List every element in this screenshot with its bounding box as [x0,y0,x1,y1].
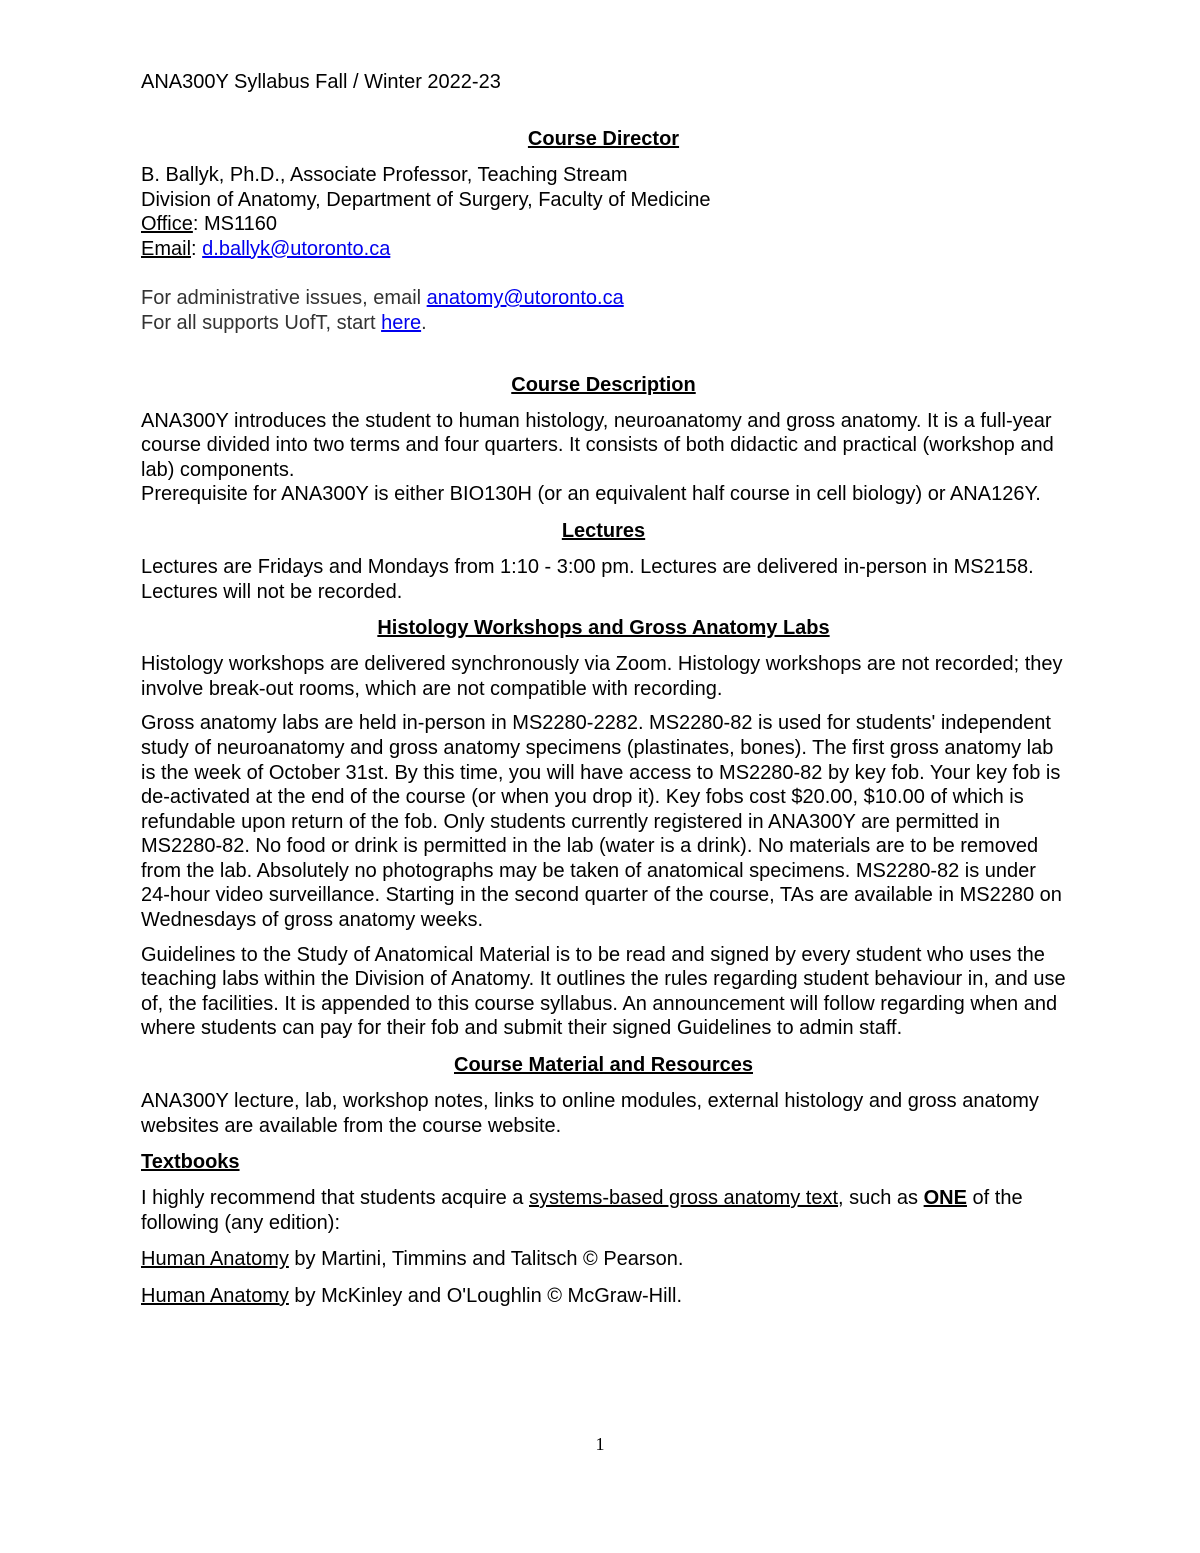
director-info [141,163,1066,261]
admin-info [141,286,1066,335]
textbooks-intro [141,1186,1066,1235]
email-label: Email [141,237,192,260]
page-header: ANA300Y Syllabus Fall / Winter 2022-23 [141,71,501,93]
support-text: For all supports UofT, start [141,311,382,334]
workshops-paragraph-1: Histology workshops are delivered synchronously via Zoom. Histology workshops are not recorded; they involve break-out rooms, which are not compatible with recording. [141,653,1063,700]
office-label: Office [141,213,193,236]
page-number: 1 [595,1434,605,1454]
director-email-link[interactable]: d.ballyk@utoronto.ca [202,237,391,260]
textbooks-intro-b: , such as [838,1187,924,1210]
textbook-1 [141,1247,1066,1272]
course-description-heading: Course Description [511,373,696,396]
textbook-1-rest: by Martini, Timmins and Talitsch © Pearson. [288,1248,684,1271]
textbooks-intro-a: I highly recommend that students acquire a [141,1187,529,1210]
one-emphasis: ONE [923,1187,967,1210]
director-division: Division of Anatomy, Department of Surgery, Faculty of Medicine [141,188,711,211]
textbook-2-rest: by McKinley and O'Loughlin © McGraw-Hill. [288,1285,682,1307]
admin-line [141,286,1066,311]
director-email [141,237,1066,262]
description-paragraph-1: ANA300Y introduces the student to human histology, neuroanatomy and gross anatomy. It is a full-year course divided into two terms and four quarters. It consists of both didactic and practical (workshop and lab) components. [141,409,1054,481]
systems-text-link: systems-based gross anatomy text [529,1187,839,1210]
textbooks-heading: Textbooks [141,1151,240,1174]
support-here-link[interactable]: here [381,311,422,334]
workshops-paragraph-2: Gross anatomy labs are held in-person in MS2280-2282. MS2280-82 is used for students' independent study of neuroanatomy and gross anatomy specimens (plastinates, bones). The first gross anatomy lab is the week of October 31st. By this time, you will have access to MS2280-82 by key fob. Your key fob is de-activated at the end of the course (or when you drop it). Key fobs cost $20.00, $10.00 of which is refundable upon return of the fob. Only students currently registered in ANA300Y are permitted in MS2280-82. No food or drink is permitted in the lab (water is a drink). No materials are to be removed from the lab. Absolutely no photographs may be taken of anatomical specimens. MS2280-82 is under 24-hour video surveillance. Starting in the second quarter of the course, TAs are available in MS2280 on Wednesdays of gross anatomy weeks. [141,712,1062,932]
support-end: . [421,311,427,334]
workshops-paragraph-3: Guidelines to the Study of Anatomical Material is to be read and signed by every student who uses the teaching labs within the Division of Anatomy. It outlines the rules regarding student behaviour in, and use of, the facilities. It is appended to this course syllabus. An announcement will follow regarding when and where students can pay for their fob and submit their signed Guidelines to admin staff. [141,943,1066,1040]
director-office [141,212,1066,237]
director-name: B. Ballyk, Ph.D., Associate Professor, Teaching Stream [141,164,628,186]
email-sep: : [191,237,203,260]
description-paragraph-2: Prerequisite for ANA300Y is either BIO130H (or an equivalent half course in cell biology) or ANA126Y. [141,483,1041,506]
textbook-2 [141,1284,1066,1309]
workshops-heading: Histology Workshops and Gross Anatomy Labs [377,617,830,640]
textbook-1-title: Human Anatomy [141,1248,289,1271]
materials-heading: Course Material and Resources [454,1054,753,1077]
course-director-heading: Course Director [527,128,680,150]
materials-paragraph: ANA300Y lecture, lab, workshop notes, links to online modules, external histology and gross anatomy websites are available from the course website. [141,1090,1039,1137]
admin-text: For administrative issues, email [141,287,427,310]
description-body [141,409,1066,507]
textbook-2-title: Human Anatomy [141,1285,289,1307]
lectures-heading: Lectures [561,519,646,542]
page-content [141,127,1066,1309]
office-value: : MS1160 [192,213,277,236]
lectures-paragraph: Lectures are Fridays and Mondays from 1:10 - 3:00 pm. Lectures are delivered in-person in MS2158. Lectures will not be recorded. [141,555,1034,603]
textbooks-intro-c: of the following (any edition): [141,1187,1023,1234]
support-line [141,311,1066,336]
admin-email-link[interactable]: anatomy@utoronto.ca [426,287,624,310]
